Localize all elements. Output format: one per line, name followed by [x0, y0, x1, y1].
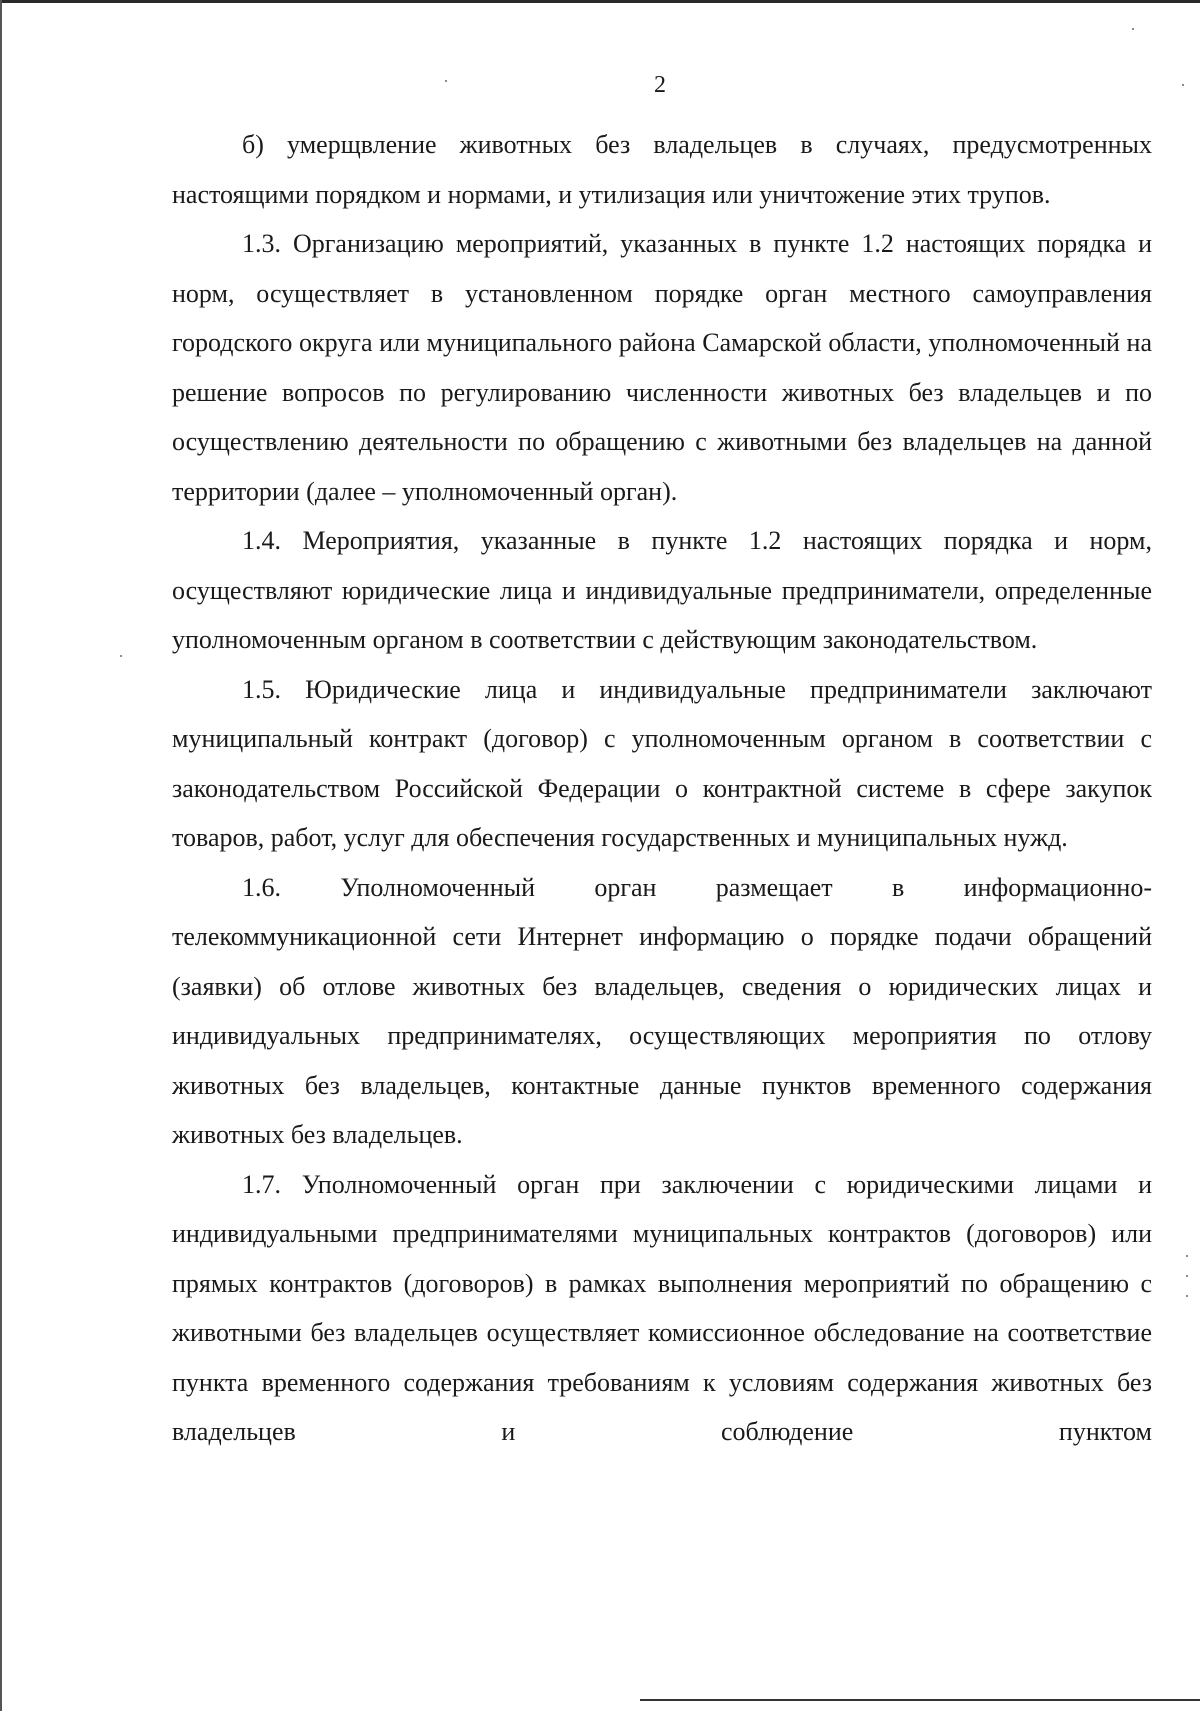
document-body	[172, 120, 1152, 1457]
scan-speck	[1186, 1295, 1188, 1297]
scan-speck	[120, 655, 122, 657]
scan-speck	[1132, 28, 1134, 30]
scan-speck	[1186, 1275, 1188, 1277]
paragraph-1-6: 1.6. Уполномоченный орган размещает в информационно-телекоммуникационной сети Интернет информацию о порядке подачи обращений (заявки) об отлове животных без владельцев, сведения о юридических лицах и индивидуальных предпринимателях, осуществляющих мероприятия по отлову животных без владельцев, контактные данные пунктов временного содержания животных без владельцев.	[172, 872, 1152, 1149]
scan-edge-top	[0, 0, 1200, 3]
paragraph-1-3: 1.3. Организацию мероприятий, указанных в пункте 1.2 настоящих порядка и норм, осуществляет в установленном порядке орган местного самоуправления городского округа или муниципального района Самарской области, уполномоченный на решение вопросов по регулированию численности животных без владельцев и по осуществлению деятельности по обращению с животными без владельцев на данной территории (далее – уполномоченный орган).	[172, 229, 1152, 506]
paragraph-1-4: 1.4. Мероприятия, указанные в пункте 1.2 настоящих порядка и норм, осуществляют юридические лица и индивидуальные предприниматели, определенные уполномоченным органом в соответствии с действующим законодательством.	[172, 526, 1152, 654]
paragraph-1-5: 1.5. Юридические лица и индивидуальные предприниматели заключают муниципальный контракт (договор) с уполномоченным органом в соответствии с законодательством Российской Федерации о контрактной системе в сфере закупок товаров, работ, услуг для обеспечения государственных и муниципальных нужд.	[172, 674, 1152, 852]
paragraph-b: б) умерщвление животных без владельцев в случаях, предусмотренных настоящими порядком и нормами, и утилизация или уничтожение этих трупов.	[172, 130, 1152, 209]
scan-edge-left	[0, 0, 2, 1711]
scan-speck	[1186, 1255, 1188, 1257]
scan-edge-bottom	[640, 1699, 1200, 1701]
paragraph-1-7: 1.7. Уполномоченный орган при заключении с юридическими лицами и индивидуальными предпринимателями муниципальных контрактов (договоров) или прямых контрактов (договоров) в рамках выполнения мероприятий по обращению с животными без владельцев осуществляет комиссионное обследование на соответствие пункта временного содержания требованиям к условиям содержания животных без владельцев и соблюдение пунктом	[172, 1169, 1152, 1446]
page-number: 2	[654, 72, 666, 98]
